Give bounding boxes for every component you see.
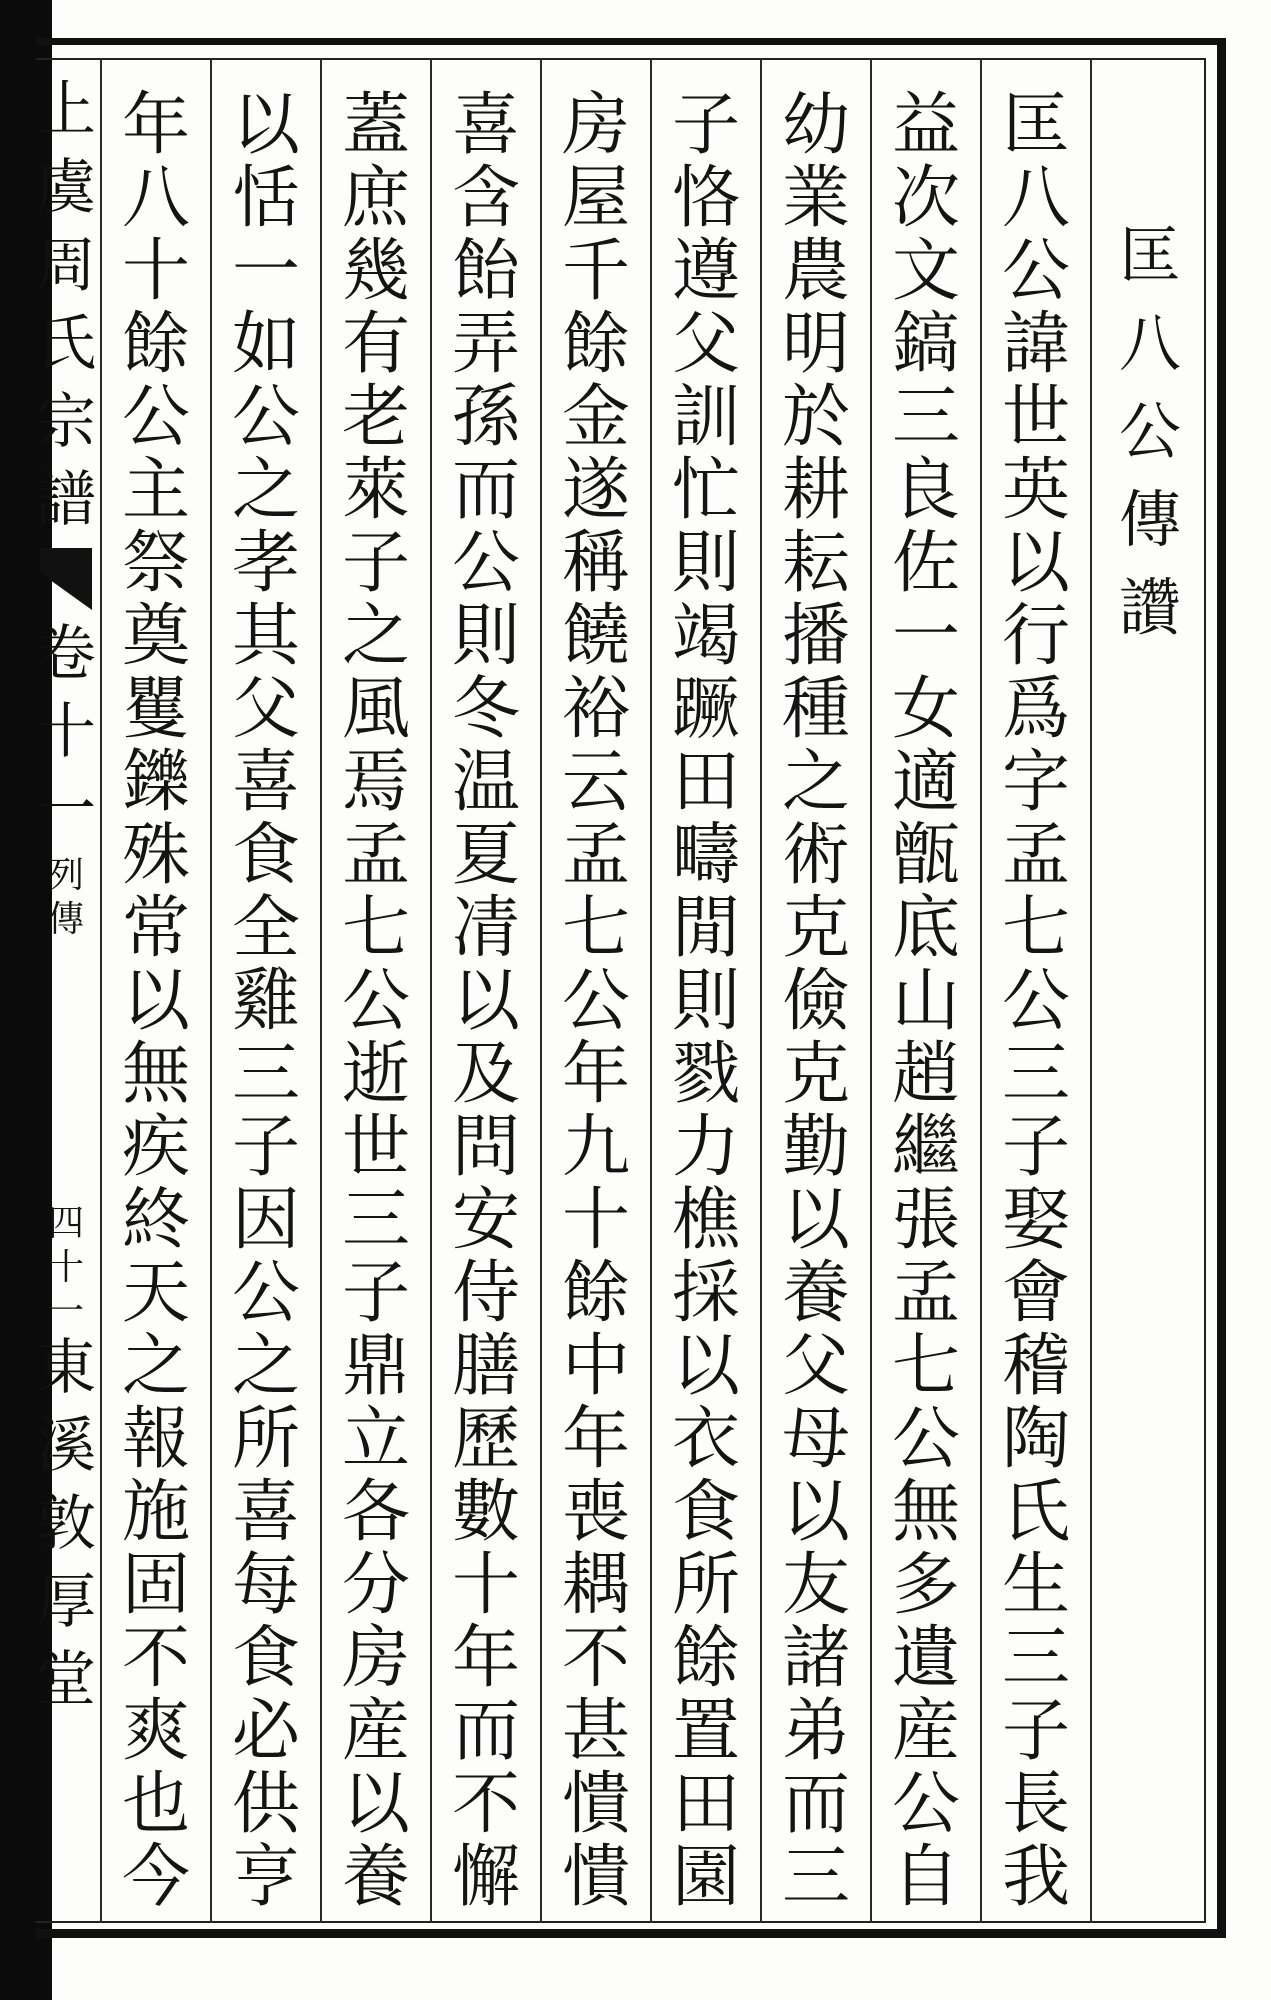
- fish-tail-mark: [40, 548, 92, 610]
- text-char: 所: [231, 1400, 300, 1479]
- text-char: 焉: [341, 743, 410, 822]
- text-char: 爽: [121, 1692, 190, 1771]
- text-char: 匡: [1001, 86, 1070, 165]
- text-char: 閒: [671, 889, 740, 968]
- text-char: 採: [671, 1254, 740, 1333]
- text-char: 喜: [231, 743, 300, 822]
- text-char: 主: [121, 451, 190, 530]
- text-char: 之: [231, 1327, 300, 1406]
- text-char: 供: [231, 1765, 300, 1844]
- text-char: 而: [451, 451, 520, 530]
- text-char: 十: [121, 232, 190, 311]
- text-char: 房: [341, 1619, 410, 1698]
- text-char: 世: [341, 1108, 410, 1187]
- volume-char: 卷: [36, 619, 96, 689]
- text-char: 年: [561, 1400, 630, 1479]
- hall-name-char: 厚: [36, 1567, 96, 1637]
- text-char: 田: [671, 743, 740, 822]
- text-char: 三: [231, 1035, 300, 1114]
- text-column: [326, 86, 426, 1917]
- text-char: 父: [671, 305, 740, 384]
- text-char: 公: [121, 378, 190, 457]
- column-rule: [760, 58, 762, 1923]
- text-char: 公: [1001, 232, 1070, 311]
- text-char: 母: [781, 1400, 850, 1479]
- text-char: 友: [781, 1546, 850, 1625]
- text-char: 遂: [561, 451, 630, 530]
- text-char: 疇: [671, 816, 740, 895]
- text-char: 一: [891, 597, 960, 676]
- text-char: 以: [121, 962, 190, 1041]
- text-column: [876, 86, 976, 1917]
- text-char: 世: [1001, 378, 1070, 457]
- text-column: [986, 86, 1086, 1917]
- text-char: 樵: [671, 1181, 740, 1260]
- text-char: 不: [451, 1765, 520, 1844]
- text-column: [106, 86, 206, 1917]
- text-char: 蓋: [341, 86, 410, 165]
- text-char: 公: [231, 378, 300, 457]
- text-char: 衣: [671, 1400, 740, 1479]
- text-char: 陶: [1001, 1400, 1070, 1479]
- text-char: 十: [451, 1546, 520, 1625]
- text-char: 食: [671, 1473, 740, 1552]
- text-char: 訓: [671, 378, 740, 457]
- column-rule: [210, 58, 212, 1923]
- text-char: 産: [341, 1692, 410, 1771]
- text-char: 底: [891, 889, 960, 968]
- text-char: 有: [341, 305, 410, 384]
- text-column: [766, 86, 866, 1917]
- column-rule: [320, 58, 322, 1923]
- text-char: 耕: [781, 451, 850, 530]
- text-char: 耦: [561, 1546, 630, 1625]
- text-char: 耘: [781, 524, 850, 603]
- text-column: [216, 86, 316, 1917]
- text-char: 山: [891, 962, 960, 1041]
- text-char: 播: [781, 597, 850, 676]
- hall-name-char: 堂: [36, 1645, 96, 1715]
- text-column: [656, 86, 756, 1917]
- title-char: 公: [1118, 395, 1181, 468]
- text-char: 喪: [561, 1473, 630, 1552]
- text-char: 稱: [561, 524, 630, 603]
- text-char: 其: [231, 597, 300, 676]
- text-char: 園: [671, 1838, 740, 1917]
- text-char: 以: [231, 86, 300, 165]
- text-char: 産: [891, 1692, 960, 1771]
- text-char: 終: [121, 1181, 190, 1260]
- text-char: 業: [781, 159, 850, 238]
- column-rule: [1090, 58, 1092, 1923]
- text-char: 適: [891, 743, 960, 822]
- text-char: 金: [561, 378, 630, 457]
- text-char: 施: [121, 1473, 190, 1552]
- page-number-char: 一: [47, 1291, 84, 1332]
- text-char: 每: [231, 1546, 300, 1625]
- text-char: 房: [561, 86, 630, 165]
- text-char: 子: [231, 1108, 300, 1187]
- text-char: 子: [671, 86, 740, 165]
- text-char: 孫: [451, 378, 520, 457]
- text-char: 會: [1001, 1254, 1070, 1333]
- text-char: 奠: [121, 597, 190, 676]
- text-char: 子: [341, 524, 410, 603]
- page-title: [1100, 219, 1200, 665]
- title-char: 八: [1118, 307, 1181, 380]
- title-char: 匡: [1118, 219, 1181, 292]
- text-char: 憒: [561, 1765, 630, 1844]
- text-char: 如: [231, 305, 300, 384]
- text-char: 益: [891, 86, 960, 165]
- text-char: 餘: [671, 1619, 740, 1698]
- text-char: 屋: [561, 159, 630, 238]
- text-char: 也: [121, 1765, 190, 1844]
- text-char: 庶: [341, 159, 410, 238]
- text-char: 文: [891, 232, 960, 311]
- text-char: 全: [231, 889, 300, 968]
- book-title-char: 宗: [36, 387, 96, 457]
- text-char: 所: [671, 1546, 740, 1625]
- text-char: 七: [891, 1327, 960, 1406]
- text-char: 孟: [891, 1254, 960, 1333]
- text-char: 三: [341, 1181, 410, 1260]
- text-char: 行: [1001, 597, 1070, 676]
- text-char: 以: [451, 962, 520, 1041]
- text-char: 年: [121, 86, 190, 165]
- text-char: 凊: [451, 889, 520, 968]
- text-char: 繼: [891, 1108, 960, 1187]
- text-char: 鑠: [121, 743, 190, 822]
- text-char: 餘: [561, 1254, 630, 1333]
- text-char: 女: [891, 670, 960, 749]
- text-char: 八: [1001, 159, 1070, 238]
- text-char: 喜: [451, 86, 520, 165]
- text-char: 夏: [451, 816, 520, 895]
- text-char: 甑: [891, 816, 960, 895]
- text-char: 立: [341, 1400, 410, 1479]
- text-char: 子: [341, 1254, 410, 1333]
- text-char: 懈: [451, 1838, 520, 1917]
- text-char: 祭: [121, 524, 190, 603]
- text-char: 云: [561, 743, 630, 822]
- text-char: 因: [231, 1181, 300, 1260]
- text-char: 歷: [451, 1400, 520, 1479]
- text-char: 忙: [671, 451, 740, 530]
- text-char: 鼎: [341, 1327, 410, 1406]
- text-char: 弄: [451, 305, 520, 384]
- text-char: 則: [451, 597, 520, 676]
- text-char: 孟: [561, 816, 630, 895]
- text-char: 戮: [671, 1035, 740, 1114]
- text-char: 亨: [231, 1838, 300, 1917]
- text-char: 公: [891, 1765, 960, 1844]
- text-char: 膳: [451, 1327, 520, 1406]
- volume-char: 一: [36, 775, 96, 845]
- column-rule: [980, 58, 982, 1923]
- section-char: 列: [47, 855, 84, 896]
- text-char: 以: [1001, 524, 1070, 603]
- text-char: 矍: [121, 670, 190, 749]
- text-char: 中: [561, 1327, 630, 1406]
- text-char: 三: [891, 378, 960, 457]
- text-char: 八: [121, 159, 190, 238]
- text-char: 張: [891, 1181, 960, 1260]
- text-char: 明: [781, 305, 850, 384]
- text-char: 公: [561, 962, 630, 1041]
- text-char: 公: [1001, 962, 1070, 1041]
- hall-name-char: 溪: [36, 1411, 96, 1481]
- text-char: 而: [781, 1765, 850, 1844]
- text-char: 不: [561, 1619, 630, 1698]
- text-char: 數: [451, 1473, 520, 1552]
- text-char: 多: [891, 1546, 960, 1625]
- volume-char: 十: [36, 697, 96, 767]
- text-column: [546, 86, 646, 1917]
- text-char: 必: [231, 1692, 300, 1771]
- text-char: 食: [231, 816, 300, 895]
- text-char: 各: [341, 1473, 410, 1552]
- page-number-char: 十: [47, 1247, 84, 1288]
- text-char: 恪: [671, 159, 740, 238]
- text-char: 孝: [231, 524, 300, 603]
- text-char: 逝: [341, 1035, 410, 1114]
- text-char: 公: [451, 524, 520, 603]
- text-char: 鎬: [891, 305, 960, 384]
- text-char: 憒: [561, 1838, 630, 1917]
- text-char: 餘: [561, 305, 630, 384]
- text-char: 次: [891, 159, 960, 238]
- page-number-char: 四: [47, 1203, 84, 1244]
- text-char: 公: [231, 1254, 300, 1333]
- text-char: 幼: [781, 86, 850, 165]
- text-char: 子: [1001, 1692, 1070, 1771]
- hall-name-char: 東: [36, 1333, 96, 1403]
- text-char: 常: [121, 889, 190, 968]
- text-char: 無: [891, 1473, 960, 1552]
- book-title-char: 氏: [36, 309, 96, 379]
- text-char: 十: [561, 1181, 630, 1260]
- text-char: 孟: [1001, 816, 1070, 895]
- text-char: 一: [231, 232, 300, 311]
- text-char: 三: [1001, 1619, 1070, 1698]
- text-char: 克: [781, 1035, 850, 1114]
- text-char: 分: [341, 1546, 410, 1625]
- text-char: 以: [781, 1473, 850, 1552]
- text-char: 克: [781, 889, 850, 968]
- text-char: 弟: [781, 1692, 850, 1771]
- text-char: 今: [121, 1838, 190, 1917]
- text-char: 稽: [1001, 1327, 1070, 1406]
- text-char: 侍: [451, 1254, 520, 1333]
- text-char: 恬: [231, 159, 300, 238]
- text-char: 不: [121, 1619, 190, 1698]
- title-char: 傳: [1118, 483, 1181, 556]
- text-char: 養: [781, 1254, 850, 1333]
- text-char: 千: [561, 232, 630, 311]
- text-char: 於: [781, 378, 850, 457]
- text-char: 報: [121, 1400, 190, 1479]
- text-char: 天: [121, 1254, 190, 1333]
- text-char: 公: [341, 962, 410, 1041]
- text-char: 三: [1001, 1035, 1070, 1114]
- text-char: 孟: [341, 816, 410, 895]
- text-char: 蹶: [671, 670, 740, 749]
- text-char: 九: [561, 1108, 630, 1187]
- book-title-char: 上: [36, 80, 96, 145]
- text-char: 幾: [341, 232, 410, 311]
- text-char: 殊: [121, 816, 190, 895]
- text-char: 問: [451, 1108, 520, 1187]
- text-char: 長: [1001, 1765, 1070, 1844]
- column-rule: [870, 58, 872, 1923]
- text-char: 佐: [891, 524, 960, 603]
- text-char: 竭: [671, 597, 740, 676]
- text-char: 娶: [1001, 1181, 1070, 1260]
- text-char: 諸: [781, 1619, 850, 1698]
- text-char: 三: [781, 1838, 850, 1917]
- text-char: 雞: [231, 962, 300, 1041]
- text-char: 字: [1001, 743, 1070, 822]
- text-char: 良: [891, 451, 960, 530]
- text-char: 我: [1001, 1838, 1070, 1917]
- text-char: 七: [1001, 889, 1070, 968]
- book-title-char: 虞: [36, 153, 96, 223]
- text-char: 術: [781, 816, 850, 895]
- text-char: 公: [891, 1400, 960, 1479]
- text-char: 勤: [781, 1108, 850, 1187]
- text-char: 諱: [1001, 305, 1070, 384]
- text-char: 自: [891, 1838, 960, 1917]
- fold-margin: [36, 80, 96, 1930]
- text-char: 以: [341, 1765, 410, 1844]
- text-char: 儉: [781, 962, 850, 1041]
- text-char: 子: [1001, 1108, 1070, 1187]
- section-char: 傳: [47, 899, 84, 940]
- text-char: 含: [451, 159, 520, 238]
- text-char: 固: [121, 1546, 190, 1625]
- text-char: 安: [451, 1181, 520, 1260]
- text-char: 之: [121, 1327, 190, 1406]
- text-char: 喜: [231, 1473, 300, 1552]
- text-char: 飴: [451, 232, 520, 311]
- title-char: 讚: [1118, 571, 1181, 644]
- text-char: 遺: [891, 1619, 960, 1698]
- text-char: 饒: [561, 597, 630, 676]
- text-char: 趙: [891, 1035, 960, 1114]
- column-rule: [100, 58, 102, 1923]
- text-char: 種: [781, 670, 850, 749]
- text-char: 無: [121, 1035, 190, 1114]
- book-title-char: 譜: [36, 465, 96, 535]
- text-char: 爲: [1001, 670, 1070, 749]
- text-char: 年: [561, 1035, 630, 1114]
- text-column: [436, 86, 536, 1917]
- text-char: 之: [341, 597, 410, 676]
- text-char: 餘: [121, 305, 190, 384]
- column-rule: [650, 58, 652, 1923]
- text-char: 遵: [671, 232, 740, 311]
- text-char: 萊: [341, 451, 410, 530]
- book-title-char: 周: [36, 231, 96, 301]
- text-char: 疾: [121, 1108, 190, 1187]
- text-char: 甚: [561, 1692, 630, 1771]
- text-char: 田: [671, 1765, 740, 1844]
- text-char: 老: [341, 378, 410, 457]
- text-char: 農: [781, 232, 850, 311]
- text-char: 年: [451, 1619, 520, 1698]
- text-char: 食: [231, 1619, 300, 1698]
- text-char: 裕: [561, 670, 630, 749]
- text-char: 及: [451, 1035, 520, 1114]
- text-char: 七: [341, 889, 410, 968]
- column-rule: [430, 58, 432, 1923]
- text-char: 之: [231, 451, 300, 530]
- text-char: 英: [1001, 451, 1070, 530]
- text-char: 冬: [451, 670, 520, 749]
- text-char: 則: [671, 962, 740, 1041]
- text-char: 養: [341, 1838, 410, 1917]
- text-char: 父: [781, 1327, 850, 1406]
- text-char: 生: [1001, 1546, 1070, 1625]
- text-char: 之: [781, 743, 850, 822]
- text-char: 以: [781, 1181, 850, 1260]
- text-char: 置: [671, 1692, 740, 1771]
- text-char: 而: [451, 1692, 520, 1771]
- text-char: 温: [451, 743, 520, 822]
- text-char: 七: [561, 889, 630, 968]
- text-char: 風: [341, 670, 410, 749]
- text-char: 氏: [1001, 1473, 1070, 1552]
- hall-name-char: 敦: [36, 1489, 96, 1559]
- text-char: 力: [671, 1108, 740, 1187]
- text-char: 則: [671, 524, 740, 603]
- text-char: 以: [671, 1327, 740, 1406]
- text-char: 父: [231, 670, 300, 749]
- column-rule: [540, 58, 542, 1923]
